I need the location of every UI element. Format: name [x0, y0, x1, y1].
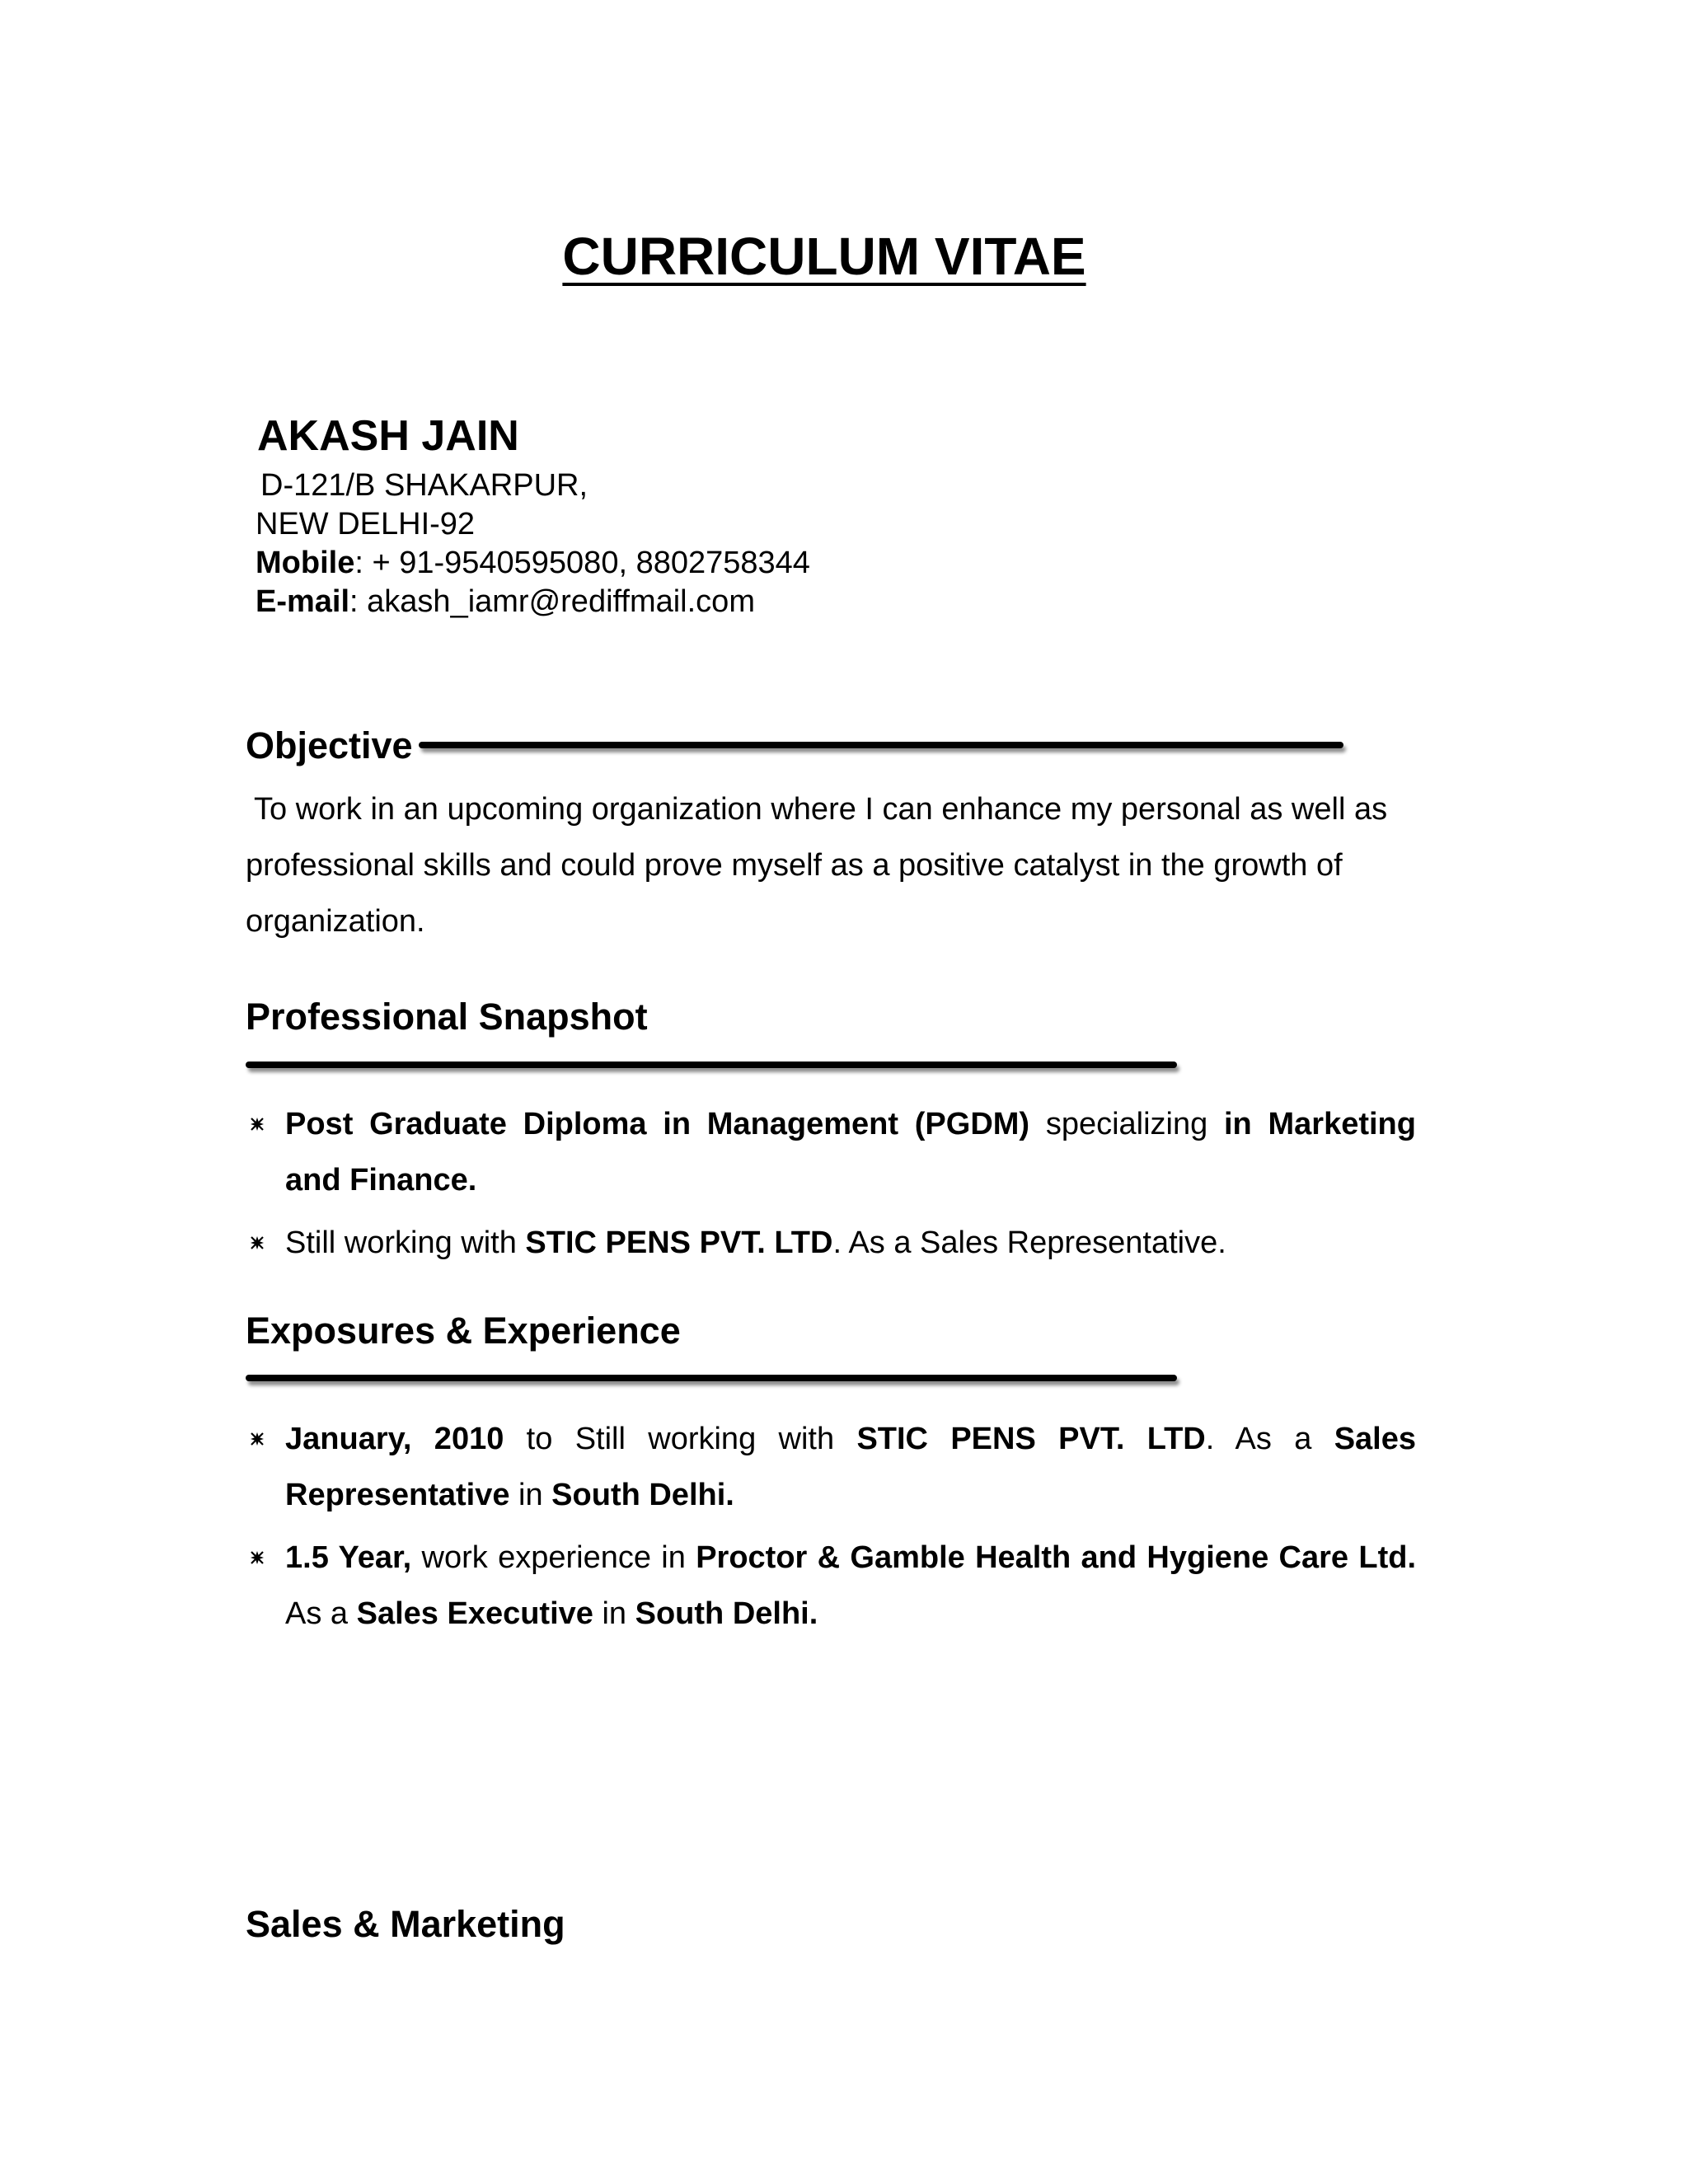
specialization-text: in Marketing and Finance. [285, 1107, 1416, 1197]
candidate-name: AKASH JAIN [257, 412, 519, 460]
exposures-divider [246, 1375, 1177, 1381]
mobile-label: Mobile [256, 545, 355, 580]
duration-text: 1.5 Year, [285, 1540, 412, 1575]
professional-snapshot-list [246, 1096, 1416, 1277]
role-text: Sales Executive [356, 1596, 593, 1631]
cross-pattee-bullet-icon [249, 1116, 265, 1132]
cross-pattee-bullet-icon [249, 1431, 265, 1447]
exposures-list [246, 1411, 1416, 1648]
item-text: . As a [1205, 1422, 1334, 1456]
cross-pattee-bullet-icon [249, 1235, 265, 1251]
contact-block [256, 412, 810, 621]
company-name: STIC PENS PVT. LTD [525, 1226, 833, 1260]
address-line-1: D-121/B SHAKARPUR, [260, 467, 588, 503]
item-text: in [593, 1596, 635, 1631]
professional-snapshot-divider [246, 1062, 1177, 1068]
list-item [246, 1411, 1416, 1523]
list-item [246, 1530, 1416, 1642]
mobile-value: : + 91-9540595080, 8802758344 [354, 545, 810, 580]
date-text: January, 2010 [285, 1422, 504, 1456]
cross-pattee-bullet-icon [249, 1549, 265, 1566]
location-text: South Delhi. [635, 1596, 818, 1631]
objective-divider [419, 742, 1343, 748]
item-text: in [509, 1478, 552, 1512]
objective-heading: Objective [246, 724, 413, 766]
role-text: Sales Representative [285, 1422, 1416, 1512]
item-text: Still working with [285, 1226, 526, 1260]
objective-text: To work in an upcoming organization where I can enhance my personal as well as professional skills and could prove myself as a positive catalyst in the growth of organization. [246, 792, 1388, 939]
sales-marketing-heading: Sales & Marketing [246, 1903, 565, 1945]
document-title: CURRICULUM VITAE [562, 227, 1086, 286]
exposures-heading: Exposures & Experience [246, 1310, 681, 1352]
mobile-line [256, 544, 810, 583]
company-name: STIC PENS PVT. LTD [856, 1422, 1206, 1456]
list-item [246, 1096, 1416, 1208]
address-line-2: NEW DELHI-92 [256, 506, 476, 541]
email-line [256, 583, 810, 621]
item-text: work experience in [411, 1540, 696, 1575]
item-text: specializing [1029, 1107, 1224, 1141]
email-label: E-mail [256, 583, 350, 619]
list-item [246, 1215, 1416, 1271]
company-name: Proctor & Gamble Health and Hygiene Care Ltd. [696, 1540, 1416, 1575]
item-text: . As a Sales Representative. [832, 1226, 1226, 1260]
email-value: : akash_iamr@rediffmail.com [349, 583, 755, 619]
professional-snapshot-heading: Professional Snapshot [246, 996, 648, 1038]
location-text: South Delhi. [551, 1478, 734, 1512]
pgdm-text: Post Graduate Diploma in Management (PGDM) [285, 1107, 1030, 1141]
item-text: As a [285, 1596, 357, 1631]
item-text: to Still working with [504, 1422, 857, 1456]
